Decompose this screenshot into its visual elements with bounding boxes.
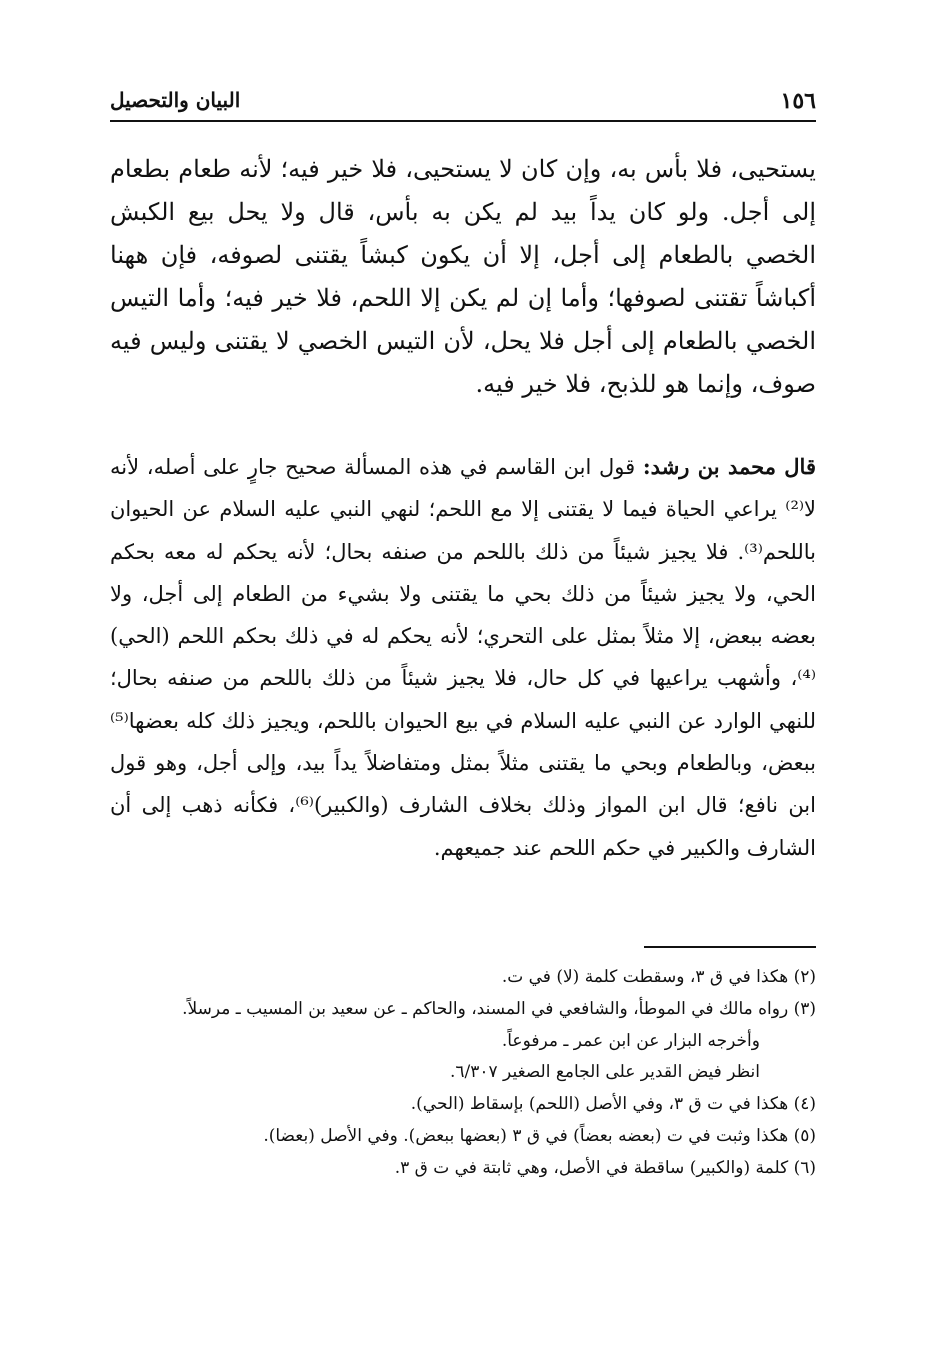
speaker-label: قال محمد بن رشد: — [642, 454, 816, 479]
footnotes — [110, 962, 816, 1185]
main-text — [110, 148, 816, 869]
footnote-6: (٦) كلمة (والكبير) ساقطة في الأصل، وهي ثابتة في ت ق ٣. — [394, 1157, 816, 1178]
footnote-2: (٢) هكذا في ق ٣، وسقطت كلمة (لا) في ت. — [501, 967, 816, 987]
running-title: البيان والتحصيل — [110, 88, 241, 112]
paragraph-2-text: قول ابن القاسم في هذه المسألة صحيح جارٍ على أصله، لأنه لا⁽²⁾ يراعي الحياة فيما لا يقتنى إلا مع اللحم؛ لنهي النبي عليه السلام عن الحيوان باللحم⁽³⁾. فلا يجيز شيئاً من ذلك باللحم من صنفه بحال؛ لأنه يحكم له معه بحكم الحي، ولا يجيز شيئاً من ذلك بحي ما يقتنى ولا بشيء من الطعام إلى أجل، ولا بعضه ببعض، إلا مثلاً بمثل على التحري؛ لأنه يحكم له في ذلك بحكم اللحم (الحي)⁽⁴⁾، وأشهب يراعيها في كل حال، فلا يجيز شيئاً من ذلك باللحم من صنفه بحال؛ للنهي الوارد عن النبي عليه السلام في بيع الحيوان باللحم، ويجيز ذلك كله بعضها⁽⁵⁾ ببعض، وبالطعام وبحي ما يقتنى مثلاً بمثل ومتفاضلاً يداً بيد، وإلى أجل، وهو قول ابن نافع؛ قال ابن المواز وذلك بخلاف الشارف (والكبير)⁽⁶⁾، فكأنه ذهب إلى أن الشارف والكبير في حكم اللحم عند جميعهم. — [110, 455, 816, 860]
footnote-3-continuation-2: انظر فيض القدير على الجامع الصغير ٦/٣٠٧. — [449, 1062, 760, 1083]
footnote-3-continuation-1: وأخرجه البزار عن ابن عمر ـ مرفوعاً. — [501, 1030, 760, 1051]
paragraph-1: يستحيى، فلا بأس به، وإن كان لا يستحيى، فلا خير فيه؛ لأنه طعام بطعام إلى أجل. ولو كان يداً بيد لم يكن به بأس، قال ولا يحل بيع الكبش الخصي بالطعام إلى أجل، إلا أن يكون كبشاً يقتنى لصوفه، فإن ههنا أكباشاً تقتنى لصوفها؛ وأما إن لم يكن إلا اللحم، فلا خير فيه؛ وأما التيس الخصي بالطعام إلى أجل فلا يحل، لأن التيس الخصي لا يقتنى وليس فيه صوف، وإنما هو للذبح، فلا خير فيه. — [110, 155, 816, 398]
footnote-4: (٤) هكذا في ت ق ٣، وفي الأصل (اللحم) بإسقاط (الحي). — [410, 1094, 816, 1115]
footnote-5: (٥) هكذا وثبت في ت (بعضه بعضاً) في ق ٣ (بعضها ببعض). وفي الأصل (بعضا). — [263, 1125, 816, 1146]
footnote-3: (٣) رواه مالك في الموطأ، والشافعي في المسند، والحاكم ـ عن سعيد بن المسيب ـ مرسلاً. — [182, 998, 816, 1019]
page-header — [110, 86, 816, 122]
paragraph-2 — [110, 446, 816, 869]
footnote-divider — [644, 946, 816, 948]
page-number: ١٥٦ — [780, 88, 816, 114]
